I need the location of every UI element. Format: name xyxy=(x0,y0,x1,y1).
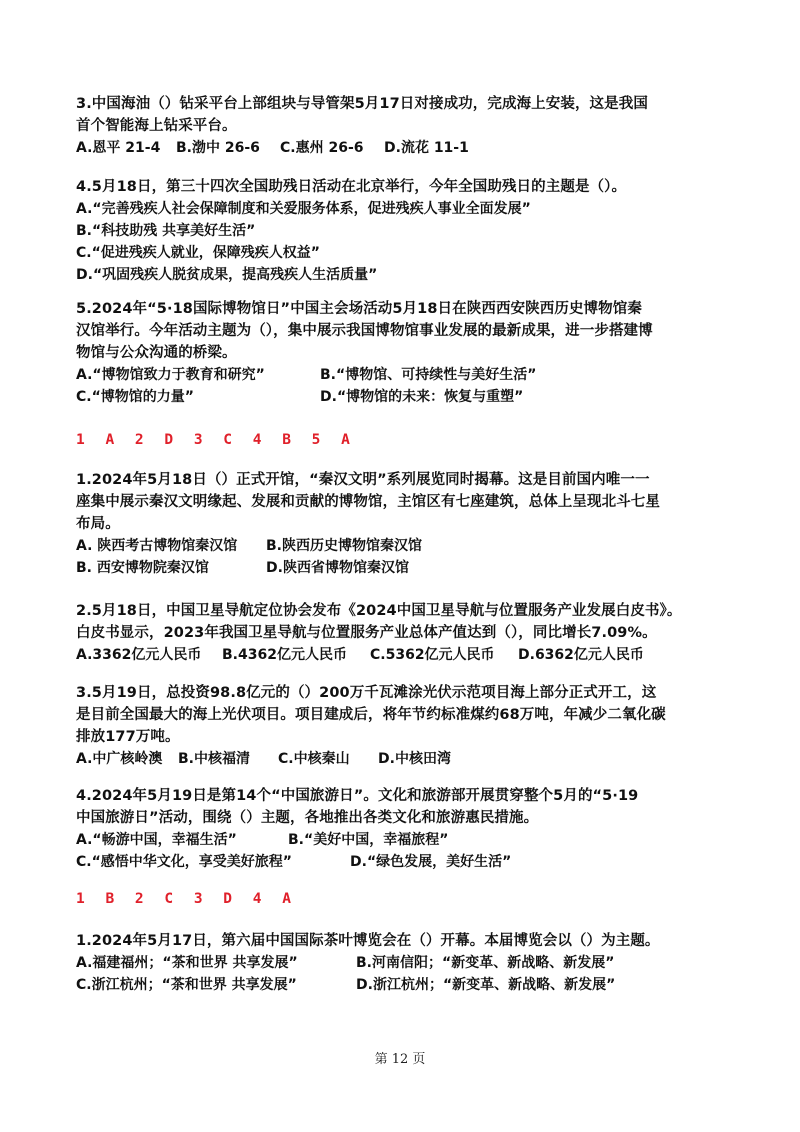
option-a: A.福建福州；“茶和世界 共享发展” xyxy=(76,955,298,971)
question-text: 4.5月18日，第三十四次全国助残日活动在北京举行，今年全国助残日的主题是（）。 xyxy=(76,179,627,195)
question-text: 3.中国海油（）钻采平台上部组块与导管架5月17日对接成功，完成海上安装，这是我国 xyxy=(76,96,648,112)
question-text: 3.5月19日，总投资98.8亿元的（）200万千瓦滩涂光伏示范项目海上部分正式开工，这 xyxy=(76,685,657,701)
option-c: C.惠州 26-6 xyxy=(280,140,364,156)
option-a: A.恩平 21-4 xyxy=(76,140,161,156)
question-text: 5.2024年“5·18国际博物馆日”中国主会场活动5月18日在陕西西安陕西历史博物馆秦 xyxy=(76,301,642,317)
options-row xyxy=(76,386,736,408)
answer-key-2: 1 B 2 C 3 D 4 A xyxy=(76,891,297,907)
option-d: D.“巩固残疾人脱贫成果，提高残疾人生活质量” xyxy=(76,267,378,283)
option-c: C.中核秦山 xyxy=(278,751,350,767)
question-text: 是目前全国最大的海上光伏项目。项目建成后，将年节约标准煤约68万吨，年减少二氧化碳 xyxy=(76,707,666,723)
answer-key-1: 1 A 2 D 3 C 4 B 5 A xyxy=(76,432,356,448)
option-b: B.渤中 26-6 xyxy=(176,140,260,156)
option-a: A.“博物馆致力于教育和研究” xyxy=(76,367,265,383)
options-row xyxy=(76,952,736,974)
option-c: C.浙江杭州；“茶和世界 共享发展” xyxy=(76,977,297,993)
option-c: C.“促进残疾人就业，保障残疾人权益” xyxy=(76,245,320,261)
option-b: B.“科技助残 共享美好生活” xyxy=(76,223,256,239)
option-b: B.“美好中国，幸福旅程” xyxy=(288,832,449,848)
question-text: 2.5月18日，中国卫星导航定位协会发布《2024中国卫星导航与位置服务产业发展白皮书》。 xyxy=(76,603,682,619)
option-a: A.3362亿元人民币 xyxy=(76,647,202,663)
option-d: D.中核田湾 xyxy=(378,751,451,767)
option-d: D.陕西省博物馆秦汉馆 xyxy=(266,560,409,576)
question-text: 1.2024年5月18日（）正式开馆，“秦汉文明”系列展览同时揭幕。这是目前国内唯一一 xyxy=(76,472,650,488)
options-row xyxy=(76,974,736,996)
option-d: D.6362亿元人民币 xyxy=(518,647,644,663)
question-text: 首个智能海上钻采平台。 xyxy=(76,118,237,134)
options-row xyxy=(76,535,736,557)
option-a: A. 陕西考古博物馆秦汉馆 xyxy=(76,538,238,554)
question-text: 物馆与公众沟通的桥梁。 xyxy=(76,345,237,361)
question-text: 布局。 xyxy=(76,516,120,532)
options-row xyxy=(76,364,736,386)
option-b-alt: B. 西安博物院秦汉馆 xyxy=(76,560,209,576)
question-b1-q5 xyxy=(76,298,736,408)
question-b2-q4 xyxy=(76,785,736,873)
options-row xyxy=(76,644,736,666)
question-b1-q3 xyxy=(76,93,736,159)
option-c: C.“感悟中华文化，享受美好旅程” xyxy=(76,854,292,870)
options-row xyxy=(76,557,736,579)
question-b3-q1 xyxy=(76,930,736,996)
question-text: 白皮书显示，2023年我国卫星导航与位置服务产业总体产值达到（），同比增长7.09%。 xyxy=(76,625,657,641)
question-text: 中国旅游日”活动，围绕（）主题，各地推出各类文化和旅游惠民措施。 xyxy=(76,810,539,826)
option-d: D.“绿色发展，美好生活” xyxy=(350,854,512,870)
option-a: A.“畅游中国，幸福生活” xyxy=(76,832,237,848)
options-row xyxy=(76,137,736,159)
option-c: C.“博物馆的力量” xyxy=(76,389,194,405)
question-text: 4.2024年5月19日是第14个“中国旅游日”。文化和旅游部开展贯穿整个5月的“5·19 xyxy=(76,788,639,804)
option-a: A.“完善残疾人社会保障制度和关爱服务体系，促进残疾人事业全面发展” xyxy=(76,201,531,217)
option-d: D.浙江杭州；“新变革、新战略、新发展” xyxy=(356,977,616,993)
options-row xyxy=(76,748,736,770)
option-c: C.5362亿元人民币 xyxy=(370,647,495,663)
question-text: 1.2024年5月17日，第六届中国国际茶叶博览会在（）开幕。本届博览会以（）为主题。 xyxy=(76,933,660,949)
option-d: D.“博物馆的未来：恢复与重塑” xyxy=(320,389,524,405)
question-text: 排放177万吨。 xyxy=(76,729,180,745)
options-row xyxy=(76,851,736,873)
option-b: B.“博物馆、可持续性与美好生活” xyxy=(320,367,537,383)
question-b1-q4 xyxy=(76,176,736,286)
option-b: B.陕西历史博物馆秦汉馆 xyxy=(266,538,422,554)
option-b: B.河南信阳；“新变革、新战略、新发展” xyxy=(356,955,615,971)
page-number: 第 12 页 xyxy=(374,1052,426,1067)
option-b: B.中核福清 xyxy=(178,751,250,767)
question-b2-q3 xyxy=(76,682,736,770)
options-row xyxy=(76,829,736,851)
question-text: 座集中展示秦汉文明缘起、发展和贡献的博物馆，主馆区有七座建筑，总体上呈现北斗七星 xyxy=(76,494,660,510)
option-b: B.4362亿元人民币 xyxy=(222,647,347,663)
question-text: 汉馆举行。今年活动主题为（），集中展示我国博物馆事业发展的最新成果，进一步搭建博 xyxy=(76,323,653,339)
option-d: D.流花 11-1 xyxy=(384,140,469,156)
question-b2-q1 xyxy=(76,469,736,579)
question-b2-q2 xyxy=(76,600,736,666)
option-a: A.中广核岭澳 xyxy=(76,751,163,767)
